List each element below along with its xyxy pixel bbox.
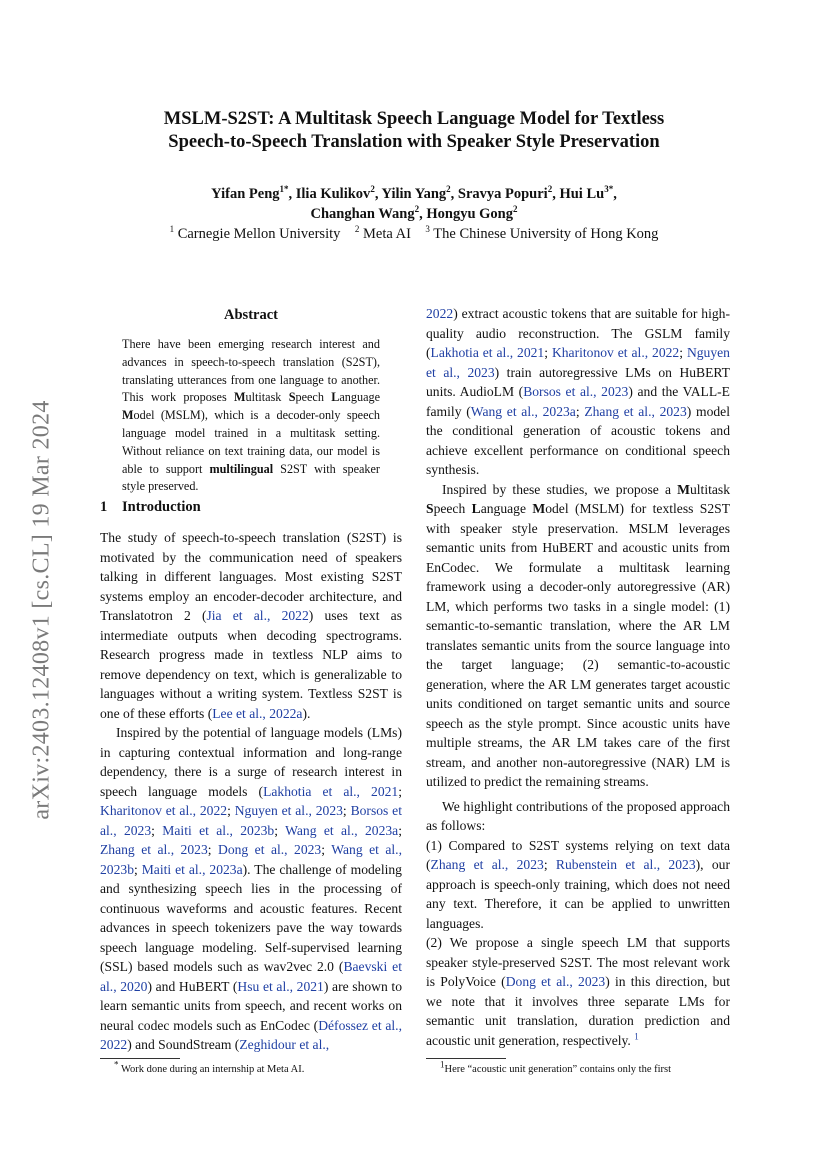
affiliation: Meta AI [363,226,411,242]
affil-sup: 2 [354,224,360,235]
author-name: Hongyu Gong [426,206,513,222]
citation-link[interactable]: Zhang et al., 2023 [584,403,687,419]
paragraph: The study of speech-to-speech translation (S2ST) is motivated by the communication need of speakers talking in different languages. Most existing S2ST systems employ an encoder-decoder architecture, and Translatotron 2 (Jia et al., 2022) uses text as intermediate outputs when decoding spectrograms. Research progress made in textless NLP aims to remove dependency on text, which is generalizable to languages without a writing system. Textless S2ST is one of these efforts (Lee et al., 2022a). [100,530,402,721]
author-sup: 2 [370,184,375,195]
citation-link[interactable]: Borsos et al., 2023 [100,803,402,838]
citation-link[interactable]: Maiti et al., 2023a [141,861,243,877]
title-line-1: MSLM-S2ST: A Multitask Speech Language Model for Textless [163,109,665,129]
title-line-2: Speech-to-Speech Translation with Speaker Style Preservation [168,132,660,152]
citation-link[interactable]: Dong et al., 2023 [505,974,606,989]
section-title: Introduction [122,499,201,515]
author-list: Yifan Peng$^{1*}$, Ilia Kulikov$^2$, Yilin Yang$^2$, Sravya Popuri$^2$, Hui $Lu^{3*}$, Changhan Wang$^2$, Hongyu Gong$^2$ [211,184,617,222]
author-name: Yilin Yang [381,186,447,202]
section-number: 1 [100,499,108,515]
footnote-rule [426,1058,506,1059]
citation-link[interactable]: Lakhotia et al., 2021 [263,783,399,799]
arxiv-id: arXiv:2403.12408v1 [cs.CL] 19 Mar 2024 [28,400,55,820]
citation-link[interactable]: Zeghidour et al., [239,1037,330,1052]
paragraph: (2) We propose a single speech LM that supports speaker style-preserved S2ST. The most relevant work is PolyVoice (Dong et al., 2023) in this direction, but we note that it involves three separate LMs for semantic unit translation, duration prediction and acoustic unit generation, respectively. $^1$ [426,935,731,1048]
citation-link[interactable]: Wang et al., 2023a [470,403,576,419]
citation-link[interactable]: Hsu et al., 2021 [237,978,324,994]
affiliation: The Chinese University of Hong Kong [433,226,659,242]
footnote-text: Work done during an internship at Meta AI. [120,1064,305,1075]
paper-title [100,108,728,154]
footnote-link[interactable]: 1 [634,1030,639,1041]
footnote-right [426,1059,730,1075]
citation-link[interactable]: Borsos et al., 2023 [523,384,629,399]
author-sup: 2 [446,184,451,195]
paragraph: We highlight contributions of the proposed approach as follows: [426,798,730,833]
paragraph: 2022) extract acoustic tokens that are suitable for high-quality audio reconstruction. The GSLM family (Lakhotia et al., 2021; Kharitonov et al., 2022; Nguyen et al., 2023) train autoregressive LMs on HuBERT units. AudioLM (Borsos et al., 2023) and the VALL-E family (Wang et al., 2023a; Zhang et al., 2023) model the conditional generation of acoustic tokens and achieve excellent performance on conditional speech synthesis. [426,306,730,477]
affil-sup: 3 [425,224,430,235]
author-name: Hui Lu [559,186,605,202]
author-sup: 2 [512,204,518,215]
citation-link[interactable]: Kharitonov et al., 2022 [551,345,680,360]
citation-link[interactable]: Jia et al., 2022 [206,608,309,623]
citation-link[interactable]: Wang et al., 2023a [285,822,399,838]
citation-link[interactable]: Maiti et al., 2023b [162,822,275,838]
affiliations [100,224,728,244]
abstract-body: There have been emerging research interest and advances in speech-to-speech translation (S2ST), translating utterances from one language to another. This work proposes Multitask Speech Language Model (MSLM), which is a decoder-only speech language model trained in a multitask setting. Without reliance on text training data, our model is able to support multilingual S2ST with speaker style preserved. [122,337,380,494]
citation-link[interactable]: Baevski et al., 2020 [100,959,402,994]
author-name: Sravya Popuri [457,186,548,202]
arxiv-sidebar-stamp [22,360,62,860]
author-name: Changhan Wang [310,206,415,222]
author-sup: 3* [604,184,614,195]
author-name: Ilia Kulikov [295,186,371,202]
footnote-left [100,1059,402,1075]
citation-link[interactable]: Lakhotia et al., 2021 [430,345,545,360]
affiliation: Carnegie Mellon University [177,226,341,242]
author-sup: 2 [414,204,420,215]
citation-link[interactable]: Wang et al., 2023b [100,842,402,877]
citation-link[interactable]: Zhang et al., 2023 [430,857,544,872]
citation-link[interactable]: Lee et al., 2022a [212,705,303,721]
affil-sup: 1 [169,224,175,235]
abstract-heading: Abstract [224,307,278,323]
citation-link[interactable]: Nguyen et al., 2023 [234,803,343,818]
citation-link[interactable]: Dong et al., 2023 [218,842,322,857]
paragraph: (1) Compared to S2ST systems relying on text data (Zhang et al., 2023; Rubenstein et al., 2023), our approach is speech-only training, which does not need any text. Therefore, it can be applied to unwritten languages. [426,837,730,931]
paragraph: Inspired by the potential of language models (LMs) in capturing contextual information and long-range dependency, there is a surge of research interest in speech language models (Lakhotia et al., 2021; Kharitonov et al., 2022; Nguyen et al., 2023; Borsos et al., 2023; Maiti et al., 2023b; Wang et al., 2023a; Zhang et al., 2023; Dong et al., 2023; Wang et al., 2023b; Maiti et al., 2023a). The challenge of modeling and synthesizing speech lies in the processing of continuous waveforms and acoustic features. Recent advances in speech tokenizers pave the way towards speech language modeling. Self-supervised learning (SSL) based models such as wav2vec 2.0 (Baevski et al., 2020) and HuBERT (Hsu et al., 2021) are shown to learn semantic units from speech, and recent works on neural codec models such as EnCodec (Défossez et al., 2022) and SoundStream (Zeghidour et al., [100,725,403,1052]
footnote-rule [100,1058,180,1059]
left-column [100,528,402,1055]
author-sup: 2 [547,184,553,195]
citation-link[interactable]: Nguyen et al., 2023 [426,345,730,380]
citation-link[interactable]: Zhang et al., 2023 [100,842,208,857]
paragraph: Inspired by these studies, we propose a Multitask Speech Language Model (MSLM) for textless S2ST with speaker style preservation. MSLM leverages semantic units from HuBERT and acoustic units from EnCodec. We formulate a multitask learning framework using a decoder-only autoregressive (AR) LM, which performs two tasks in a single model: (1) semantic-to-semantic translation, where the AR LM translates semantic units from the source language into the target language; (2) semantic-to-acoustic generation, where the AR LM generates target acoustic units conditioned on target semantic units and source speech as the style prompt. Since acoustic units have multiple streams, the AR LM takes care of the first stream, and another non-autoregressive (NAR) LM is utilized to predict the remaining streams. [426,481,731,789]
citation-link[interactable]: Kharitonov et al., 2022 [100,803,228,818]
footnote-mark: 1 [440,1059,445,1070]
citation-link[interactable]: Défossez et al., 2022 [100,1017,402,1052]
author-sup: 1* [279,184,289,195]
footnote-text: Here “acoustic unit generation” contains only the first [444,1064,672,1075]
section-heading-introduction [100,499,201,516]
citation-link[interactable]: Rubenstein et al., 2023 [555,857,696,872]
footnote-mark: * [114,1059,119,1070]
right-column [426,304,730,1050]
author-name: Yifan Peng [211,186,280,202]
citation-link[interactable]: 2022 [426,306,454,321]
